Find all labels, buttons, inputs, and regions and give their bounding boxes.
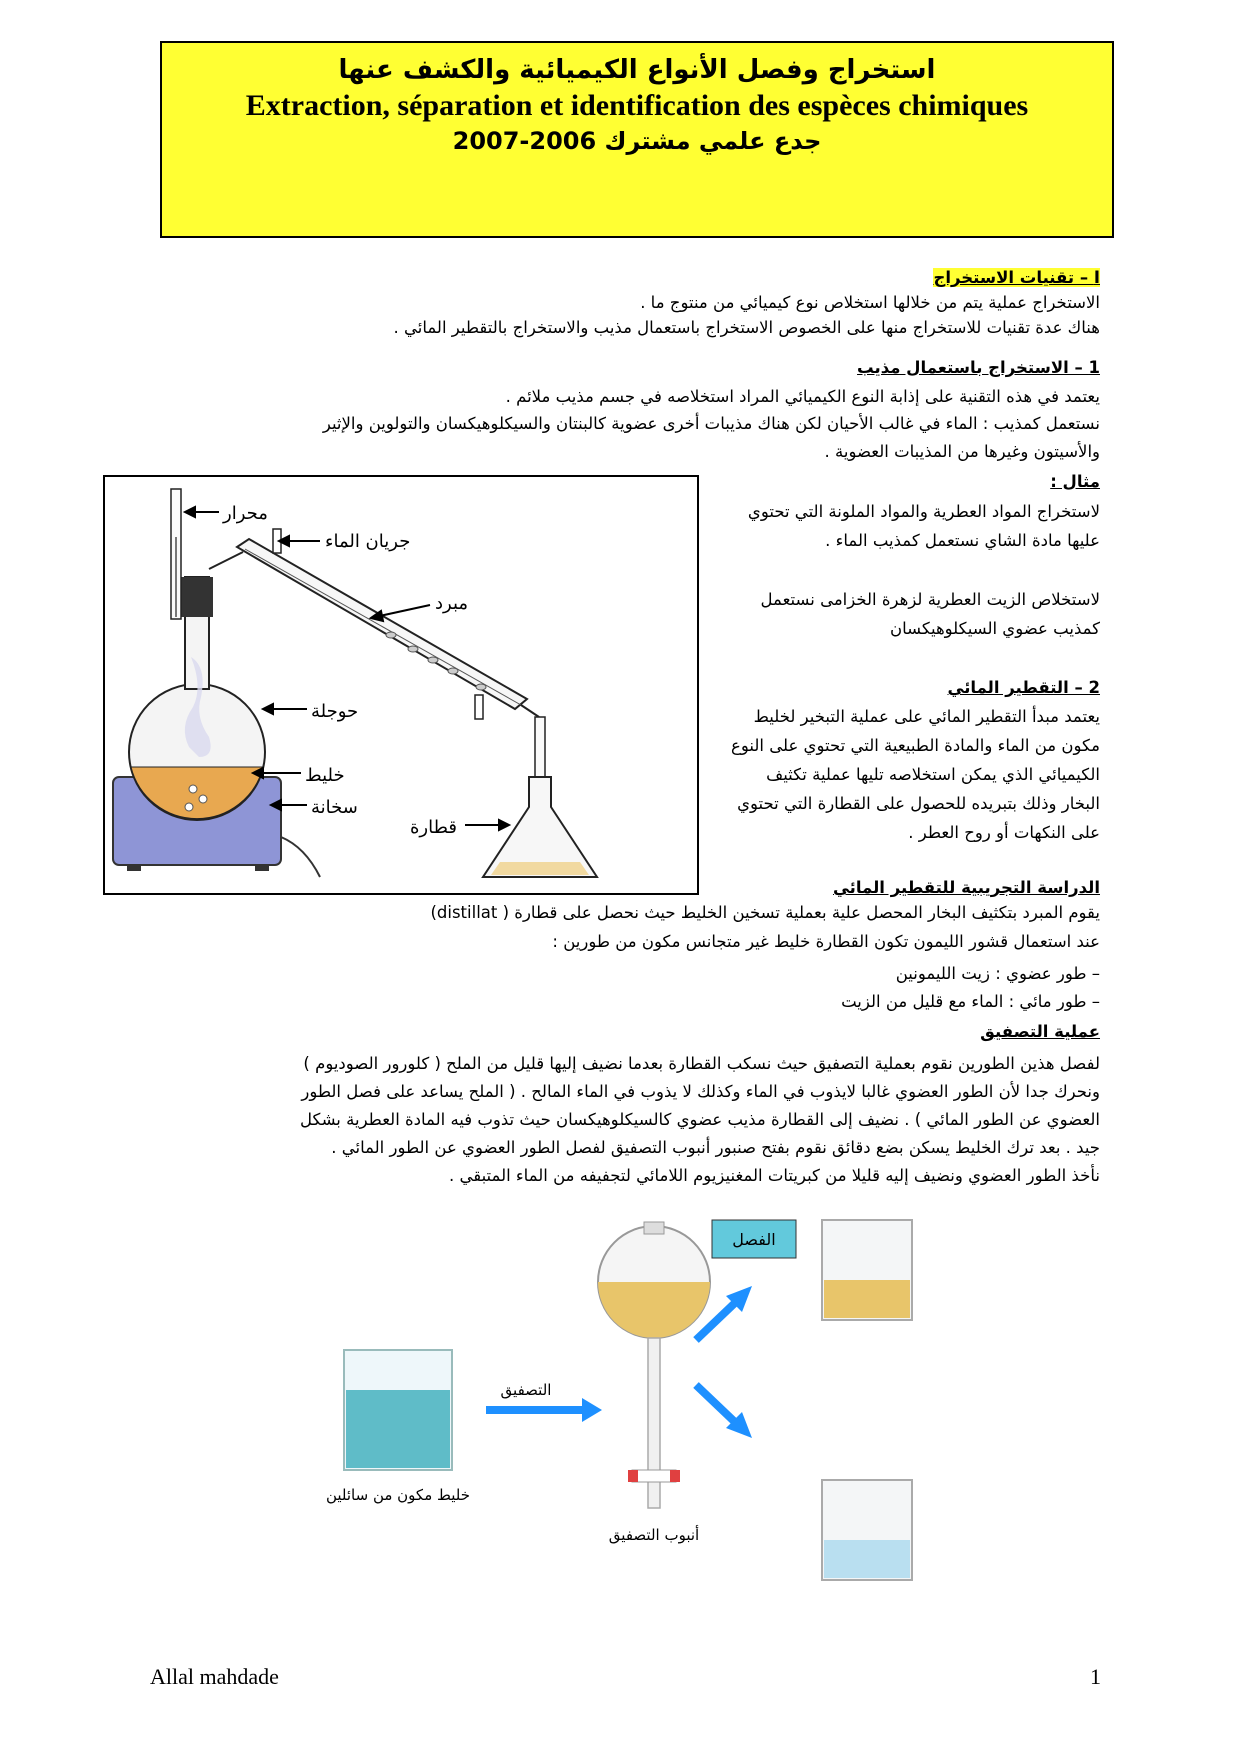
example-text-1: لاستخراج المواد العطرية والمواد الملونة التي تحتوي عليها مادة الشاي نستعمل كمذيب الماء . xyxy=(747,502,1100,550)
label-mixture-two-liquids: خليط مكون من سائلين xyxy=(325,1486,471,1504)
stopper xyxy=(181,577,213,617)
label-flask: حوجلة xyxy=(311,701,359,722)
label-heater: سخانة xyxy=(311,797,358,818)
paragraph: والأسيتون وغيرها من المذيبات العضوية . xyxy=(824,442,1100,461)
distillation-text: يعتمد مبدأ التقطير المائي على عملية التبخير لخليط مكون من الماء والمادة الطبيعية التي تحتوي على النوع الكيميائي الذي يمكن استخلاصه تليها عملية تكثيف البخار وذلك بتبريده للحصول على القطارة التي تحتوي على النكهات أو روح العطر . xyxy=(731,707,1100,842)
title-box xyxy=(160,41,1114,238)
label-condenser: مبرد xyxy=(435,593,469,614)
example-text-2: لاستخلاص الزيت العطرية لزهرة الخزامى نستعمل كمذيب عضوي السيكلوهيكسان xyxy=(760,590,1100,638)
mixture-liquid xyxy=(346,1390,450,1468)
example-label: مثال : xyxy=(1050,472,1100,491)
label-decantation: التصفيق xyxy=(500,1381,552,1399)
paragraph: عند استعمال قشور الليمون تكون القطارة خليط غير متجانس مكون من طورين : xyxy=(552,932,1100,951)
label-thermometer: محرار xyxy=(223,503,268,524)
label-distillate: قطارة xyxy=(410,817,457,838)
paragraph: نستعمل كمذيب : الماء في غالب الأحيان لكن هناك مذيبات أخرى عضوية كالبنتان والسيكلوهيكسان والتولوين والإثير xyxy=(322,414,1100,433)
distillate-liquid xyxy=(491,862,589,875)
paragraph: جيد . بعد ترك الخليط يسكن بضع دقائق نقوم بفتح صنبور أنبوب التصفيق لفصل الطور العضوي عن الطور المائي . xyxy=(331,1138,1100,1157)
label-separation: الفصل xyxy=(732,1230,776,1249)
paragraph: لفصل هذين الطورين نقوم بعملية التصفيق حيث نسكب القطارة بعدما نضيف إليها قليل من الملح ( كلورور الصوديوم ) xyxy=(303,1054,1100,1073)
paragraph: ونحرك جدا لأن الطور العضوي غالبا لايذوب في الماء وكذلك لا يذوب في الماء المالح . ( الملح يساعد على فصل الطور xyxy=(301,1082,1100,1101)
organic-phase xyxy=(598,1282,710,1338)
decantation-figure xyxy=(286,1200,914,1620)
distillation-figure xyxy=(103,475,699,895)
section-heading: I – تقنيات الاستخراج xyxy=(933,268,1100,287)
paragraph: العضوي عن الطور المائي ) . نضيف إلى القطارة مذيب عضوي كالسيكلوهيكسان حيث تذوب فيه المادة العطرية بشكل xyxy=(299,1110,1100,1129)
title-french: Extraction, séparation et identification des espèces chimiques xyxy=(245,89,1029,122)
label-water-flow: جريان الماء xyxy=(325,531,411,552)
stopcock xyxy=(632,1470,676,1482)
title-arabic: استخراج وفصل الأنواع الكيميائية والكشف عنها xyxy=(338,55,936,85)
label-mixture: خليط xyxy=(305,765,345,786)
footer-author: Allal mahdade xyxy=(150,1664,279,1689)
list-item: – طور عضوي : زيت الليمونين xyxy=(895,964,1100,983)
list-item: – طور مائي : الماء مع قليل من الزيت xyxy=(841,992,1100,1011)
subtitle-arabic: جدع علمي مشترك 2006-2007 xyxy=(452,127,822,155)
decantation-diagram xyxy=(286,1200,914,1620)
subsection-heading-2: 2 – التقطير المائي xyxy=(947,678,1100,697)
paragraph: الاستخراج عملية يتم من خلالها استخلاص نوع كيميائي من منتوج ما . xyxy=(640,293,1100,312)
paragraph: هناك عدة تقنيات للاستخراج منها على الخصوص الاستخراج باستعمال مذيب والاستخراج بالتقطير المائي . xyxy=(393,318,1100,337)
distillation-apparatus-diagram xyxy=(105,477,697,893)
study-heading: الدراسة التجريبية للتقطير المائي xyxy=(832,878,1100,897)
paragraph: يعتمد في هذه التقنية على إذابة النوع الكيميائي المراد استخلاصه في جسم مذيب ملائم . xyxy=(505,387,1100,406)
subsection-heading: 1 – الاستخراج باستعمال مذيب xyxy=(857,358,1100,377)
paragraph: نأخذ الطور العضوي ونضيف إليه قليلا من كبريتات المغنيزيوم اللامائي لتجفيفه من الماء المتبقي . xyxy=(448,1166,1100,1185)
page-number: 1 xyxy=(1090,1664,1101,1689)
label-separatory-funnel: أنبوب التصفيق xyxy=(608,1526,700,1544)
paragraph: يقوم المبرد بتكثيف البخار المحصل علية بعملية تسخين الخليط حيث نحصل على قطارة ( distillat) xyxy=(430,903,1100,922)
decantation-heading: عملية التصفيق xyxy=(980,1022,1100,1041)
